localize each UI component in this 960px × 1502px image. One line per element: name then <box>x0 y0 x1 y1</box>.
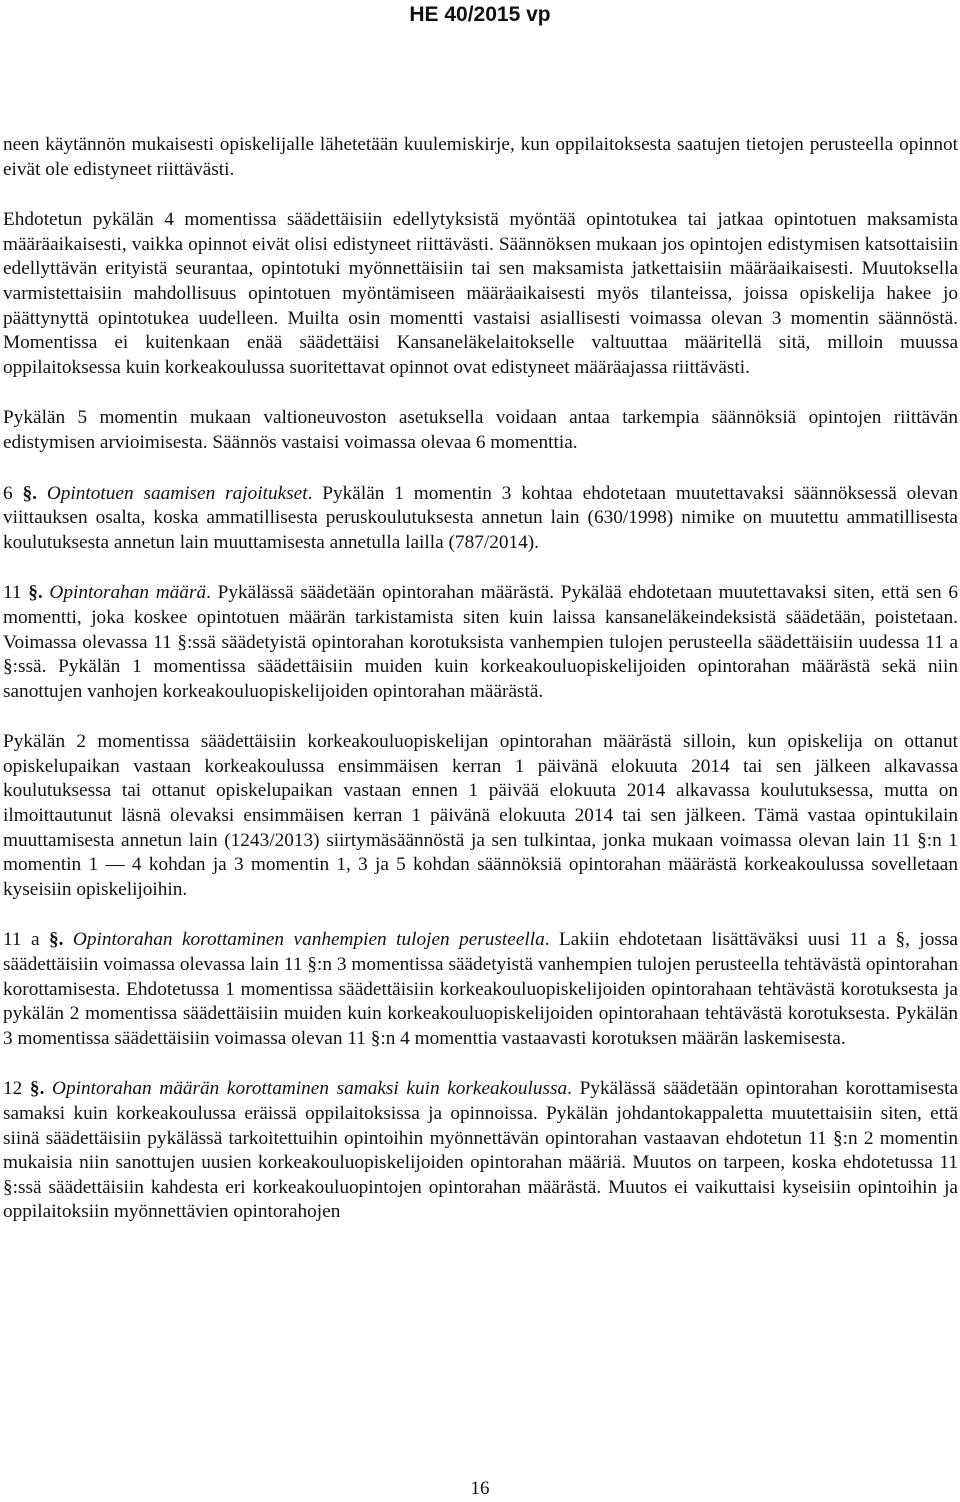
section-number: 11 a <box>3 929 40 951</box>
section-title: Opintorahan korottaminen vanhempien tulojen perusteella <box>72 929 545 951</box>
paragraph-text: Pykälän 2 momentissa säädettäisiin korkeakouluopiskelijan opintorahan määrästä silloin, kun opiskelija on ottanut opiskelupaikan vastaan korkeakoulussa ensimmäisen kerran 1 päivänä elokuuta 2014 tai sen jälkeen alkavassa koulutuksessa tai ottanut opiskelupaikan vastaan ennen 1 päivää elokuuta 2014 alkavassa koulutuksessa, mutta on ilmoittautunut läsnä olevaksi ensimmäisen kerran 1 päivänä elokuuta 2014 tai sen jälkeen. Tämä vastaa opintukilain muuttamisesta annetun lain (1243/2013) siirtymäsäännöstä ja sen tulkintaa, jonka mukaan voimassa olevan lain 11 §:n 1 momentin 1 — 4 kohdan ja 3 momentin 1, 3 ja 5 kohdan säännöksiä opintorahan määrästä korkeakoulussa sovelletaan kyseisiin opiskelijoihin. <box>3 731 958 900</box>
section-number: 12 <box>3 1078 23 1100</box>
paragraph-text: Ehdotetun pykälän 4 momentissa säädettäisiin edellytyksistä myöntää opintotukea tai jatkaa opintotuen maksamista määräaikaisesti, vaikka opinnot eivät olisi edistyneet riittävästi. Säännöksen mukaan jos opintojen edistymisen katsottaisiin edellyttävän erityistä seurantaa, opintotuki myönnettäisiin tai sen maksamista jatkettaisiin määräaikaisesti. Muutoksella varmistettaisiin mahdollisuus opintotuen myöntämiseen määräaikaisesti myös tilanteissa, joissa opiskelija hakee jo päättynyttä opintotukea uudelleen. Muilta osin momentti vastaisi asiallisesti voimassa olevan 3 momentin säännöstä. Momentissa ei kuitenkaan enää säädettäisi Kansaneläkelaitokselle valtuuttaa määritellä sitä, milloin muussa oppilaitoksessa kuin korkeakoulussa suoritettavat opinnot ovat edistyneet määräajassa riittävästi. <box>3 209 958 378</box>
section-title: Opintorahan määrän korottaminen samaksi kuin korkeakoulussa <box>52 1078 568 1100</box>
paragraph-text: . Lakiin ehdotetaan lisättäväksi uusi 11 a §, jossa säädettäisiin voimassa olevassa lain 11 §:n 3 momentissa säädetyistä vanhempien tulojen perusteella tehtävästä opintorahan korottamisesta. Ehdotetussa 1 momentissa säädettäisiin korkeakouluopiskelijoiden opintorahaan tehtävästä korotuksesta ja pykälän 2 momentissa säädettäisiin muiden kuin korkeakouluopiskelijoiden opintorahaan tehtävästä korotuksesta. Pykälän 3 momentissa säädettäisiin voimassa olevan 11 §:n 4 momenttia vastaavasti korotuksen määrän laskemisesta. <box>3 929 958 1049</box>
paragraph-continuation <box>3 133 958 182</box>
section-12-paragraph <box>3 1077 958 1225</box>
section-number: 11 <box>3 582 22 604</box>
section-symbol: §. <box>28 582 43 604</box>
document-body <box>3 133 958 1225</box>
section-number: 6 <box>3 482 13 504</box>
section-symbol: §. <box>49 929 64 951</box>
section-11-paragraph <box>3 581 958 704</box>
section-6-paragraph <box>3 482 958 556</box>
paragraph-momentti-2 <box>3 730 958 902</box>
paragraph-text: Pykälän 5 momentin mukaan valtioneuvoston asetuksella voidaan antaa tarkempia säännöksiä opintojen riittävän edistymisen arvioimisesta. Säännös vastaisi voimassa olevaa 6 momenttia. <box>3 407 958 453</box>
paragraph-text: . Pykälän 1 momentin 3 kohtaa ehdotetaan muutettavaksi säännöksessä olevan viittauksen osalta, koska ammatillisesta peruskoulutuksesta annetun lain (630/1998) nimike on muutettu ammatillisesta koulutuksesta annetun lain muuttamisesta annetulla lailla (787/2014). <box>3 482 959 553</box>
paragraph-text: neen käytännön mukaisesti opiskelijalle lähetetään kuulemiskirje, kun oppilaitoksesta saatujen tietojen perusteella opinnot eivät ole edistyneet riittävästi. <box>3 134 958 180</box>
document-header: HE 40/2015 vp <box>409 3 551 26</box>
page-number: 16 <box>470 1478 490 1499</box>
paragraph-text: . Pykälässä säädetään opintorahan määrästä. Pykälää ehdotetaan muutettavaksi siten, että sen 6 momentti, joka koskee opintotuen määrän tarkistamista siten kuin laissa kansaneläkeindeksistä säädetään, poistetaan. Voimassa olevassa 11 §:ssä säädetyistä opintorahan korotuksista vanhempien tulojen perusteella säädettäisiin uudessa 11 a §:ssä. Pykälän 1 momentissa säädettäisiin muiden kuin korkeakouluopiskelijoiden opintorahan määrästä sekä niin sanottujen vanhojen korkeakouluopiskelijoiden opintorahan määrästä. <box>3 582 958 702</box>
section-title: Opintorahan määrä <box>49 582 207 604</box>
section-11a-paragraph <box>3 928 958 1051</box>
section-title: Opintotuen saamisen rajoitukset <box>46 482 308 504</box>
paragraph-momentti-5 <box>3 406 958 455</box>
paragraph-text: . Pykälässä säädetään opintorahan korottamisesta samaksi kuin korkeakoulussa eräissä oppilaitoksissa ja opinnoissa. Pykälän johdantokappaletta muutettaisiin siten, että siinä säädettäisiin pykälässä tarkoitettuihin opintoihin myönnettävän opintorahan vastaavan ehdotetun 11 §:n 2 momentin mukaisia niin sanottujen uusien korkeakouluopiskelijoiden opintorahan määriä. Muutos on tarpeen, koska ehdotetussa 11 §:ssä säädettäisiin kahdesta eri korkeakouluopintojen opintorahan määrästä. Muutos ei vaikuttaisi kyseisiin opintoihin ja oppilaitoksiin myönnettävien opintorahojen <box>3 1078 959 1223</box>
section-symbol: §. <box>22 482 37 504</box>
paragraph-momentti-4 <box>3 208 958 380</box>
section-symbol: §. <box>29 1078 45 1100</box>
